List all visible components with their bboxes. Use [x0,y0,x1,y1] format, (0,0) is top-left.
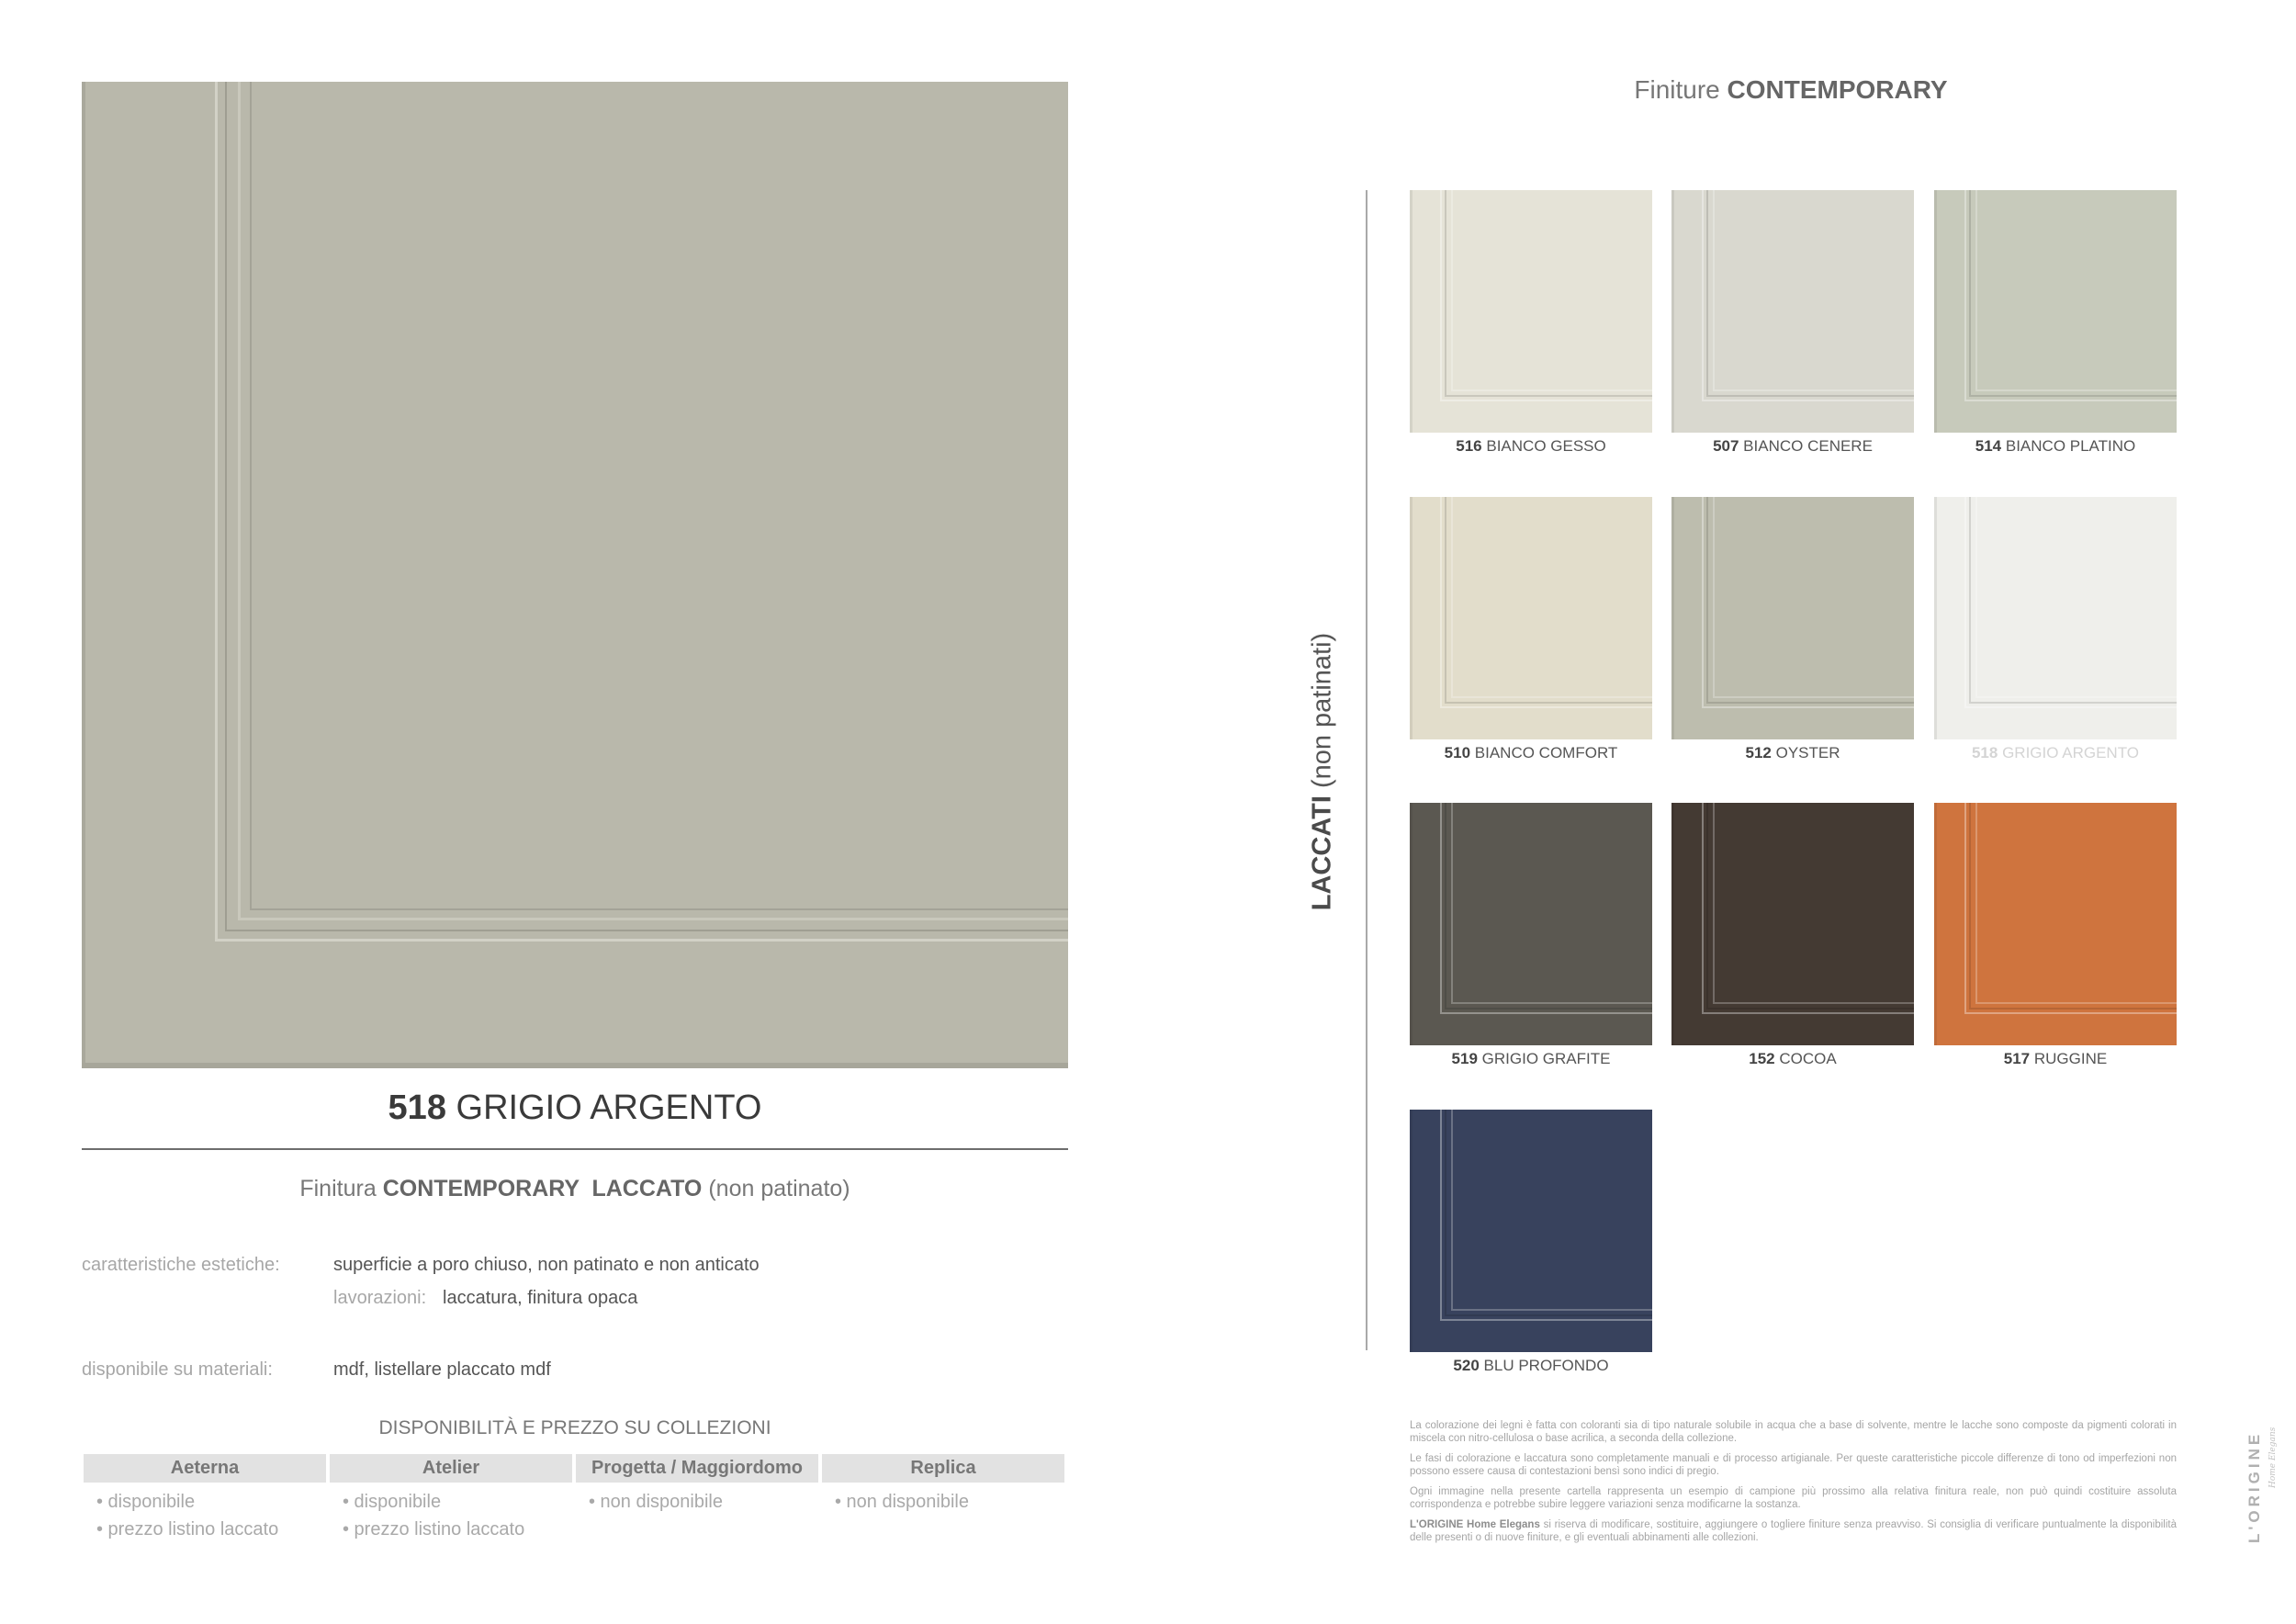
finish-code: 507 [1713,437,1739,455]
finish-swatch-152 [1671,803,1914,1045]
group-label-suffix: (non patinati) [1307,632,1337,789]
finish-swatch-507 [1671,190,1914,433]
swatch-molding [1451,190,1652,391]
finish-code: 518 [1971,744,1998,761]
finish-name: GRIGIO GRAFITE [1481,1050,1611,1067]
swatch-molding [1934,803,1937,1045]
brand-name: L'ORIGINE [2245,1430,2263,1543]
list-item: • non disponibile [589,1492,723,1512]
swatch-molding [1451,497,1652,698]
finish-swatch-516 [1410,190,1652,433]
swatch-molding [1671,190,1674,433]
finish-swatch-517 [1934,803,2177,1045]
panel-bottom-shade [82,1063,1068,1068]
finish-code: 512 [1745,744,1772,761]
swatch-molding [1713,497,1914,698]
brand-tagline: Home Elegans [2268,1427,2278,1488]
finish-name: COCOA [1779,1050,1837,1067]
swatch-molding [1451,1110,1652,1311]
panel-edge [82,82,85,1068]
note-rights [1410,1518,2177,1544]
swatch-molding [1410,190,1412,433]
finish-type: CONTEMPORARY LACCATO [382,1176,703,1201]
processing-label: lavorazioni: [333,1288,427,1308]
finish-caption-520 [1410,1357,1652,1375]
finishes-title-bold: CONTEMPORARY [1727,75,1948,104]
collection-header-replica: Replica [822,1454,1064,1483]
finish-code: 520 [1453,1357,1480,1374]
finish-code: 510 [1444,744,1471,761]
collection-header-aeterna: Aeterna [84,1454,326,1483]
aesthetic-value: superficie a poro chiuso, non patinato e non anticato [333,1255,760,1275]
finish-name: BIANCO CENERE [1743,437,1873,455]
finish-name: BLU PROFONDO [1483,1357,1609,1374]
finish-caption-512 [1671,744,1914,762]
finish-swatch-519 [1410,803,1652,1045]
finish-name: OYSTER [1775,744,1840,761]
collection-list-aeterna [96,1488,278,1543]
finish-name: RUGGINE [2033,1050,2108,1067]
swatch-molding [1713,190,1914,391]
group-label-bold: LACCATI [1307,795,1337,911]
finish-code: 514 [1975,437,2002,455]
note-brand: L'ORIGINE Home Elegans [1410,1519,1540,1530]
materials-label: disponibile su materiali: [82,1359,273,1380]
note-handcraft: Le fasi di colorazione e laccatura sono completamente manuali e di processo artigianale. Per queste caratteristiche piccole differenze di tono od imperfezioni non possono essere causa di contestazioni bensì sono indici di pregio. [1410,1453,2177,1477]
swatch-molding [1410,497,1412,739]
product-name: GRIGIO ARGENTO [456,1088,762,1127]
finish-caption-516 [1410,437,1652,456]
product-code: 518 [388,1088,446,1127]
note-rights-text: si riserva di modificare, sostituire, aggiungere o togliere finiture senza preavviso. Si consiglia di verificare puntualmente la disponibilità delle presenti o di nuove finiture, e gli eventuali abbinamenti alle collezioni. [1410,1519,2178,1543]
product-title [82,1088,1068,1128]
finish-description [82,1176,1068,1202]
aesthetic-label: caratteristiche estetiche: [82,1255,280,1275]
list-item: • prezzo listino laccato [96,1519,279,1539]
finishes-title-prefix: Finiture [1634,75,1720,104]
swatch-molding [1410,1110,1412,1352]
finish-suffix: (non patinato) [708,1176,850,1201]
note-coloring: La colorazione dei legni è fatta con coloranti sia di tipo naturale solubile in acqua che a base di solvente, mentre le lacche sono composte da pigmenti colorati in miscela con nitro-cellulosa o base acrilica, a seconda della collezione. [1410,1420,2177,1444]
list-item: • disponibile [96,1492,196,1512]
finish-name: BIANCO GESSO [1486,437,1606,455]
finish-prefix: Finitura [299,1176,377,1201]
collection-list-atelier [343,1488,524,1543]
swatch-molding [1975,190,2177,391]
finish-name: BIANCO PLATINO [2005,437,2136,455]
processing-value: laccatura, finitura opaca [443,1288,638,1308]
finish-code: 516 [1456,437,1482,455]
collection-header-atelier: Atelier [330,1454,572,1483]
finish-caption-519 [1410,1050,1652,1068]
swatch-molding [1671,803,1674,1045]
finish-swatch-512 [1671,497,1914,739]
swatch-molding [1934,497,1937,739]
finish-swatch-514 [1934,190,2177,433]
product-panel-image [82,82,1068,1068]
collection-list-progetta [589,1488,723,1516]
finishes-title [1396,75,2186,105]
finish-code: 519 [1451,1050,1478,1067]
swatch-molding [1934,190,1937,433]
finish-swatch-510 [1410,497,1652,739]
finish-caption-517 [1934,1050,2177,1068]
materials-value: mdf, listellare placcato mdf [333,1359,551,1380]
swatch-molding [1451,803,1652,1004]
finish-code: 152 [1749,1050,1775,1067]
swatch-molding [1713,803,1914,1004]
list-item: • disponibile [343,1492,442,1512]
finish-swatch-518 [1934,497,2177,739]
collection-list-replica [835,1488,969,1516]
finish-caption-518 [1934,744,2177,762]
swatch-molding [1975,803,2177,1004]
swatch-molding [1410,803,1412,1045]
finish-caption-152 [1671,1050,1914,1068]
swatch-molding [1671,497,1674,739]
list-item: • prezzo listino laccato [343,1519,525,1539]
list-item: • non disponibile [835,1492,969,1512]
finish-swatch-520 [1410,1110,1652,1352]
finish-name: BIANCO COMFORT [1474,744,1618,761]
finish-caption-510 [1410,744,1652,762]
finish-name: GRIGIO ARGENTO [2002,744,2140,761]
finish-caption-507 [1671,437,1914,456]
finish-code: 517 [2003,1050,2031,1067]
finish-caption-514 [1934,437,2177,456]
collection-header-progetta: Progetta / Maggiordomo [576,1454,818,1483]
title-divider [82,1148,1068,1150]
group-divider [1366,190,1367,1350]
swatch-molding [1975,497,2177,698]
availability-title: DISPONIBILITÀ E PREZZO SU COLLEZIONI [378,1417,771,1438]
panel-molding-inner [250,82,1068,910]
note-images: Ogni immagine nella presente cartella rappresenta un esempio di campione più prossimo alla relativa finitura reale, non può quindi costituire assoluta corrispondenza e potrebbe subire leggere variazioni senza modificarne la sostanza. [1410,1486,2177,1510]
